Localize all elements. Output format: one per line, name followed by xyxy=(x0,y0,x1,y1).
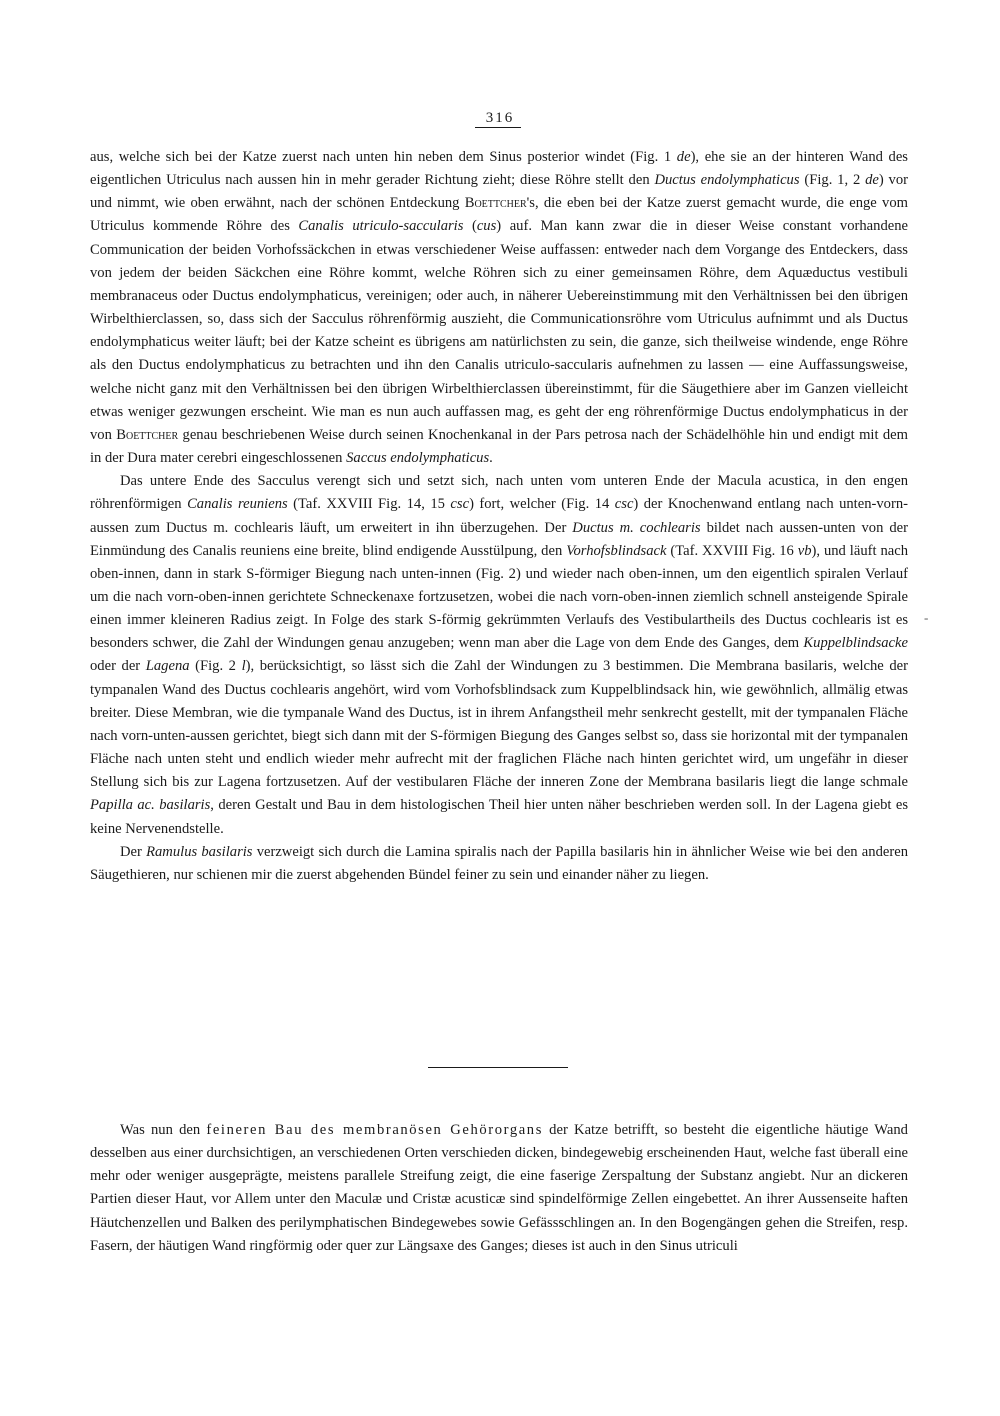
italic-term: Lagena xyxy=(145,658,190,675)
text-run: aus, welche sich bei der Katze zuerst nach unten hin neben dem Sinus posterior windet (Fig. 1 xyxy=(90,149,677,165)
italic-term: csc xyxy=(614,496,634,513)
text-run: (Taf. XXVIII Fig. 16 xyxy=(666,542,798,559)
italic-term: Kuppelblindsacke xyxy=(803,635,908,652)
text-run: Was nun den xyxy=(120,1122,207,1138)
text-run: ), und läuft nach oben-innen, dann in stark S-förmiger Biegung nach unten-innen (Fig. 2) und wieder nach oben-innen, um den eigentlich spiralen Verlauf um die nach vorn-oben-innen gerichtete Schneckenaxe fortzusetzen, wobei die nach vorn-oben-innen ziemlich schnell ansteigende Spirale einen immer kleineren Radius zeigt. In Folge des stark S-förmig gekrümmten Verlaufs des Vestibulartheils des Ductus cochlearis ist es besonders schwer, die Zahl der Windungen genau anzugeben; wenn man aber die Lage von dem Ende des Ganges, dem xyxy=(90,542,909,652)
paragraph xyxy=(90,146,908,470)
page-number-rule xyxy=(475,127,521,128)
italic-term: Canalis utriculo-saccularis xyxy=(298,218,464,235)
text-run: 's, die eben bei der Katze zuerst gemacht wurde, die enge vom Utriculus kommende Röhre des xyxy=(90,195,908,235)
italic-term: cus xyxy=(476,218,497,235)
text-run: oder der xyxy=(90,658,146,675)
paragraph xyxy=(90,470,908,841)
body-text-lower xyxy=(90,1119,908,1258)
italic-term: Canalis reuniens xyxy=(187,496,288,513)
text-run: , deren Gestalt und Bau in dem histologischen Theil hier unten näher beschrieben werden soll. In der Lagena giebt es keine Nervenendstelle. xyxy=(90,797,909,837)
text-run: ( xyxy=(463,218,477,235)
body-text-upper xyxy=(90,146,908,887)
text-run: ) vor und nimmt, wie oben erwähnt, nach der schönen Entdeckung xyxy=(90,172,909,212)
italic-term: Ramulus basilaris xyxy=(146,843,253,860)
text-run: ) der Knochenwand entlang nach unten-vorn-aussen zum Ductus m. cochlearis läuft, um erweitert in ihn überzugehen. Der xyxy=(90,496,908,536)
text-run: bildet nach aussen-unten von der Einmündung des Canalis reuniens eine breite, blind endigende Ausstülpung, den xyxy=(90,519,909,559)
italic-term: l xyxy=(241,658,246,675)
paragraph xyxy=(90,1119,908,1258)
text-run: Der xyxy=(120,843,147,860)
spaced-emphasis: feineren Bau des membranösen Gehörorgans xyxy=(206,1122,543,1138)
text-run: genau beschriebenen Weise durch seinen Knochenkanal in der Pars petrosa nach der Schädelhöhle hin und endigt mit dem in der Dura mater cerebri eingeschlossenen xyxy=(90,426,908,467)
author-name: Boettcher xyxy=(116,426,179,443)
page-number: 316 xyxy=(485,110,515,126)
text-run: Das untere Ende des Sacculus verengt sich und setzt sich, nach unten vom unteren Ende der Macula acustica, in den engen röhrenförmigen xyxy=(90,473,908,513)
italic-term: Saccus endolymphaticus xyxy=(346,450,490,467)
text-run: ) fort, welcher (Fig. 14 xyxy=(469,496,615,513)
text-run: der Katze betrifft, so besteht die eigentliche häutige Wand desselben aus einer durchsichtigen, an verschiedenen Orten verschieden dicken, bindegewebig erscheinenden Haut, welche fast überall eine mehr oder weniger ausgeprägte, meistens parallele Streifung zeigt, die eine faserige Zerspaltung der Substanz angiebt. Nur an dickeren Partien dieser Haut, vor Allem unter den Maculæ und Cristæ acusticæ sind spindelförmige Zellen eingebettet. An ihrer Aussenseite haften Häutchenzellen und Balken des perilymphatischen Bindegewebes sowie Gefässschlingen an. In den Bogengängen gehen die Streifen, resp. Fasern, der häutigen Wand ringförmig oder quer zur Längsaxe des Ganges; dieses ist auch in den Sinus utriculi xyxy=(90,1122,908,1254)
text-run: ), ehe sie an der hinteren Wand des eigentlichen Utriculus nach aussen hin in mehr gerader Richtung zieht; diese Röhre stellt den xyxy=(90,149,908,189)
text-run: ) auf. Man kann zwar die in dieser Weise constant vorhandene Communication der beiden Vorhofssäckchen in etwas verschiedener Weise auffassen: entweder nach dem Vorgange des Entdeckers, dass von jedem der beiden Säckchen eine Röhre kommt, welche Röhren sich zu einer gemeinsamen Röhre, dem Aquæductus vestibuli membranaceus oder Ductus endolymphaticus, vereinigen; oder auch, in näherer Uebereinstimmung mit den Verhältnissen bei den übrigen Wirbelthierclassen, so, dass sich der Sacculus röhrenförmig auszieht, die Communicationsröhre vom Utriculus aufnimmt und als Ductus endolymphaticus weiter läuft; bei der Katze scheint es übrigens am natürlichsten zu sein, die ganze, sich theilweise windende, enge Röhre als den Ductus endolymphaticus zu betrachten und ihn den Canalis utriculo-saccularis aufnehmen zu lassen — eine Auffassungsweise, welche nicht ganz mit den Verhältnissen bei den übrigen Wirbelthierclassen übereinstimmt, für die Säugethiere aber im Ganzen vielleicht etwas weniger gezwungen erscheint. Wie man es nun auch auffassen mag, es geht der eng röhrenförmige Ductus endolymphaticus in der von xyxy=(90,218,908,443)
text-run: (Fig. 1, 2 xyxy=(799,172,866,189)
italic-term: de xyxy=(865,172,879,189)
author-name: Boettcher xyxy=(464,195,527,212)
italic-term: Papilla ac. basilaris xyxy=(90,797,211,814)
text-run: (Fig. 2 xyxy=(189,658,242,675)
italic-term: csc xyxy=(450,496,470,513)
margin-mark: - xyxy=(924,610,929,625)
text-run: . xyxy=(489,450,493,467)
italic-term: de xyxy=(676,149,691,165)
text-run: ), berücksichtigt, so lässt sich die Zahl der Windungen zu 3 bestimmen. Die Membrana basilaris, welche der tympanalen Wand des Ductus cochlearis angehört, wird vom Vorhofsblindsack zum Kuppelblindsack hin, wie gewöhnlich, allmälig etwas breiter. Diese Membran, wie die tympanale Wand des Ductus, ist in ihrem Anfangstheil mehr senkrecht gestellt, mit der tympanalen Fläche nach vorn-unten-aussen gerichtet, biegt sich dann mit der S-förmigen Biegung des Ganges selbst so, dass sie horizontal mit der tympanalen Fläche nach unten steht und endlich wieder mehr aufrecht mit der fraglichen Fläche nach hinten gerichtet wird, um ungefähr in dieser Stellung sich bis zur Lagena fortzusetzen. Auf der vestibularen Fläche der inneren Zone der Membrana basilaris liegt die lange schmale xyxy=(90,658,908,791)
italic-term: Ductus m. cochlearis xyxy=(572,519,701,536)
italic-term: Vorhofsblindsack xyxy=(566,542,667,559)
text-run: verzweigt sich durch die Lamina spiralis nach der Papilla basilaris hin in ähnlicher Weise wie bei den anderen Säugethieren, nur schienen mir die zuerst abgehenden Bündel feiner zu sein und einander näher zu liegen. xyxy=(90,843,908,883)
text-run: (Taf. XXVIII Fig. 14, 15 xyxy=(287,496,451,513)
paragraph xyxy=(90,841,908,887)
section-separator-rule xyxy=(428,1067,568,1068)
italic-term: Ductus endolymphaticus xyxy=(654,172,800,189)
italic-term: vb xyxy=(797,542,812,559)
